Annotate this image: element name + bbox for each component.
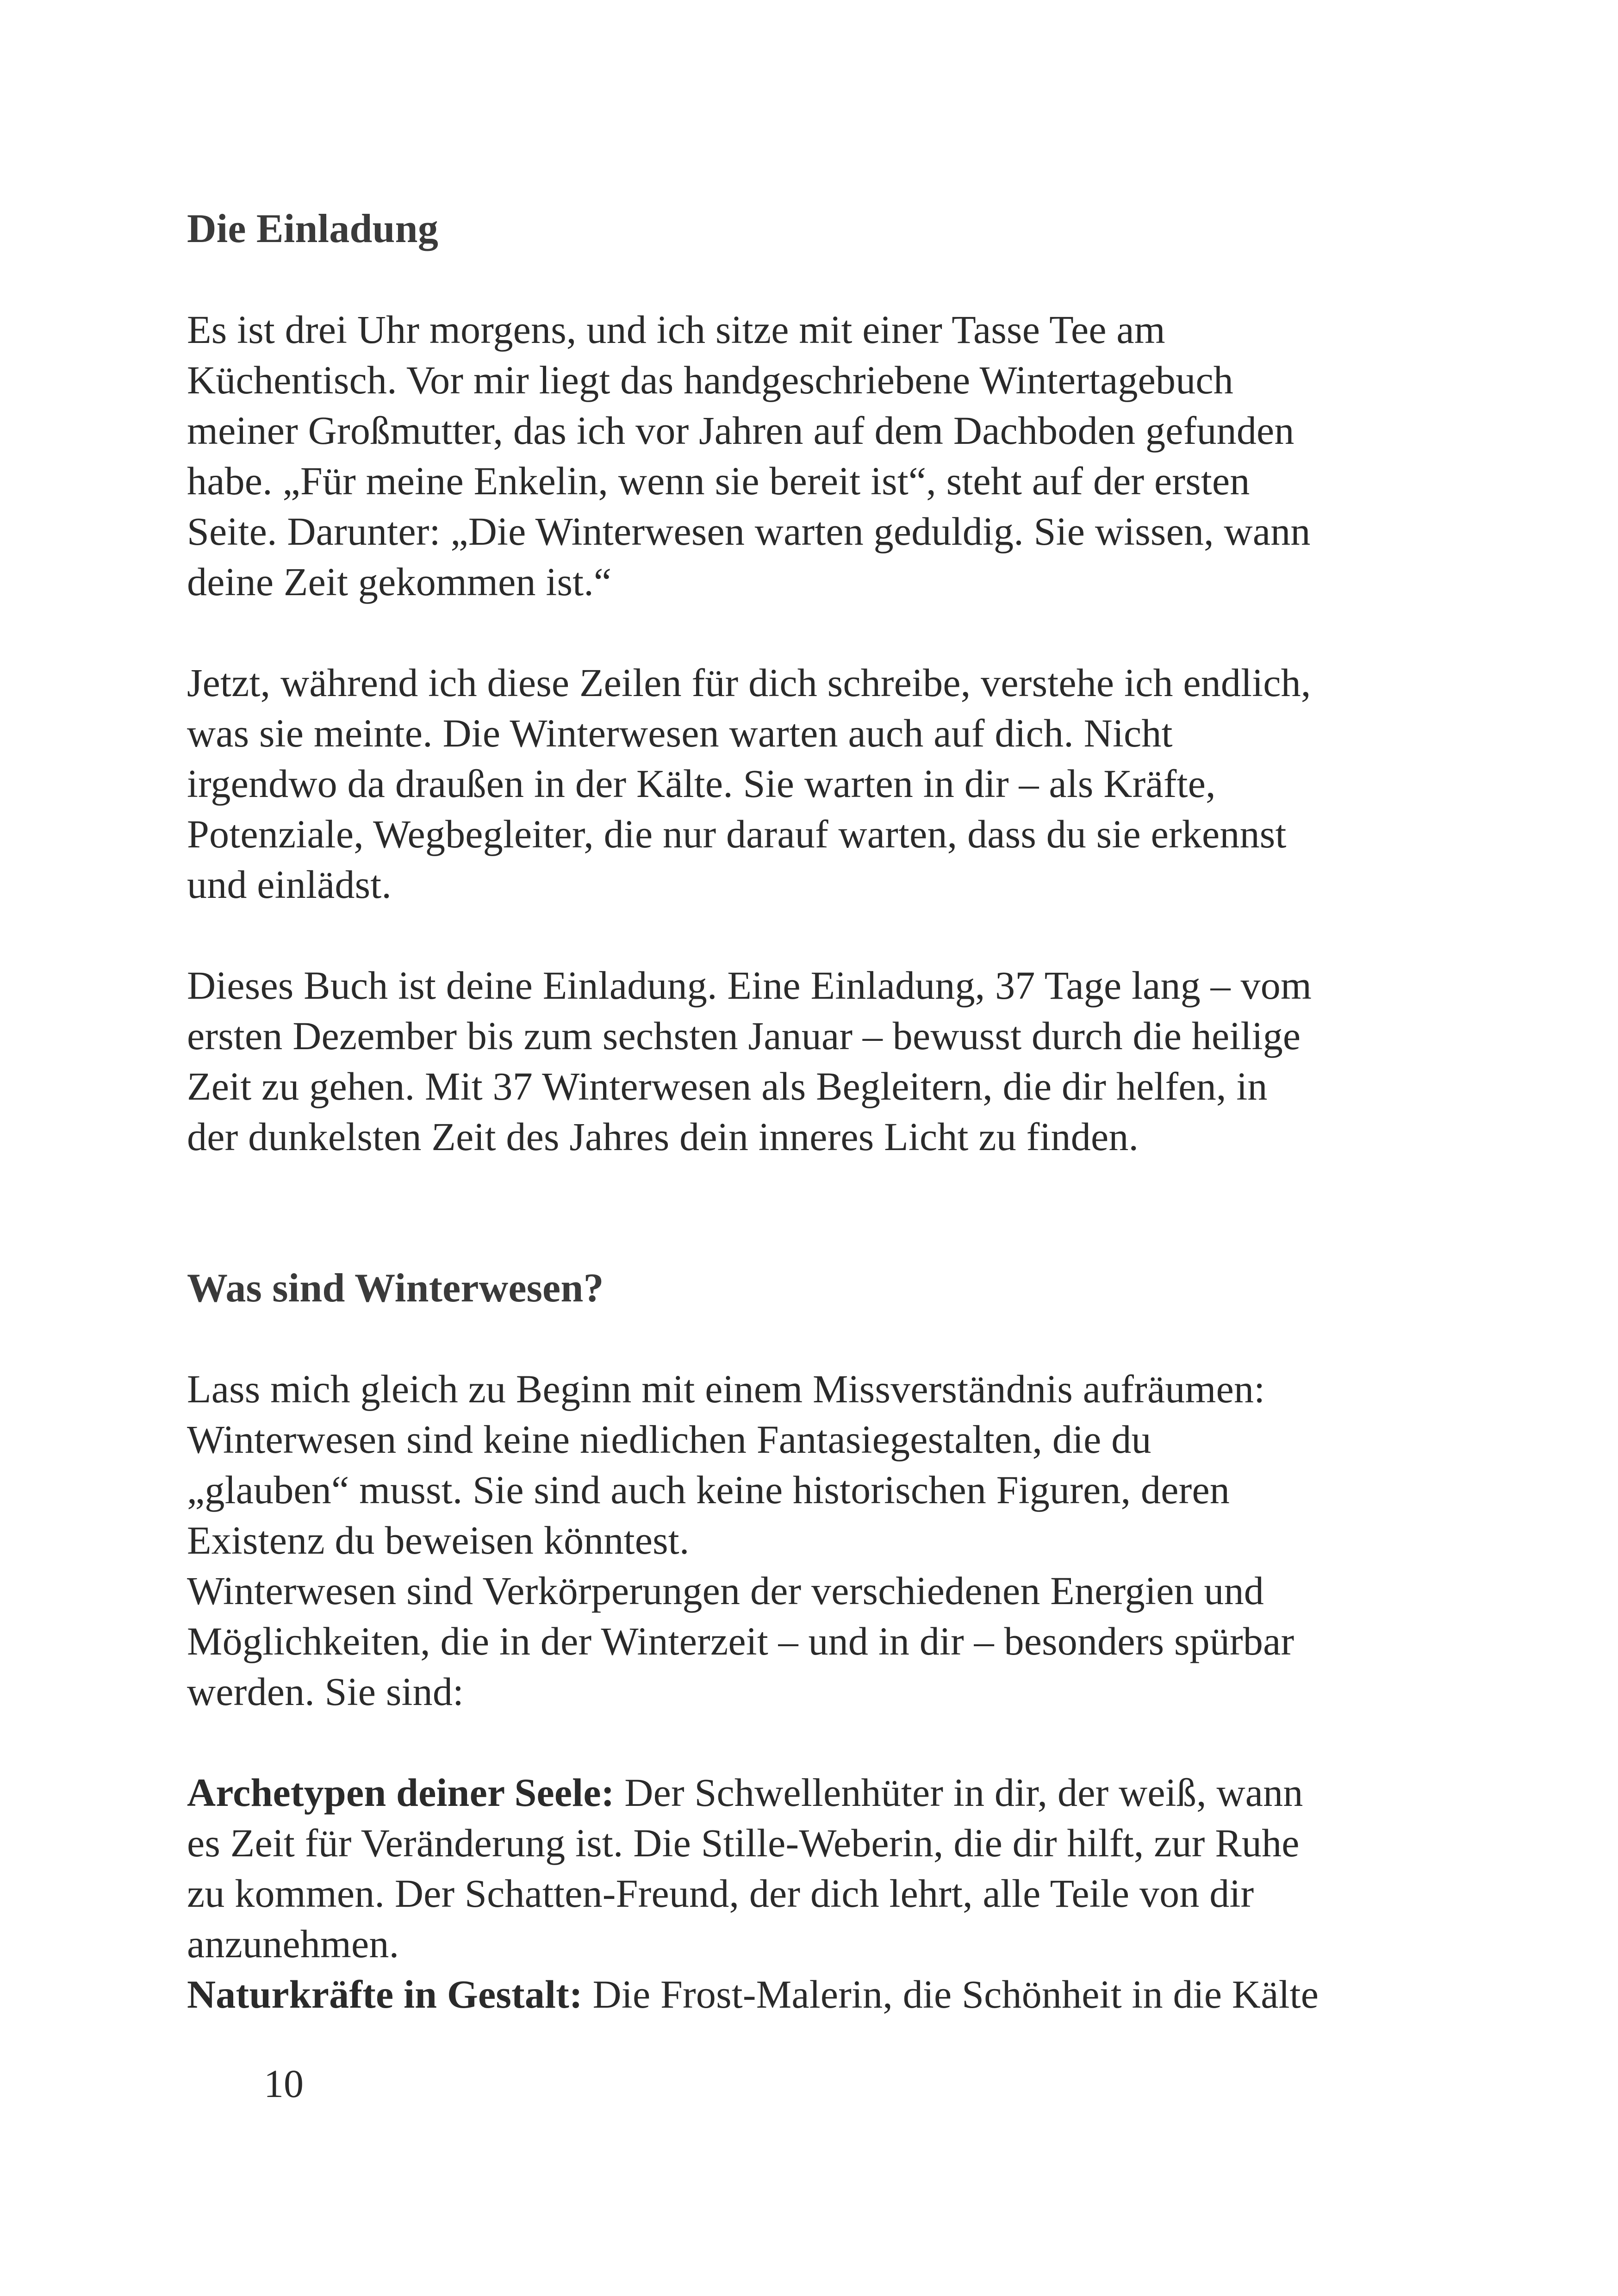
definition-text: Der Schwellenhüter in dir, der weiß, wann es Zeit für Veränderung ist. Die Stille-Weberin, die dir hilft, zur Ruhe zu kommen. Der Schatten-Freund, der dich lehrt, alle Teile von dir anzunehmen. — [187, 1770, 1303, 1966]
definition-term: Archetypen deiner Seele: — [187, 1770, 615, 1815]
paragraph: Dieses Buch ist deine Einladung. Eine Einladung, 37 Tage lang – vom ersten Dezember bis zum sechsten Januar – bewusst durch die heilige Zeit zu gehen. Mit 37 Winterwesen als Begleitern, die dir helfen, in der dunkelsten Zeit des Jahres dein inneres Licht zu finden. — [187, 963, 1312, 1159]
page-number: 10 — [264, 2061, 304, 2106]
definition-item — [187, 1767, 1390, 1969]
paragraph: Es ist drei Uhr morgens, und ich sitze mit einer Tasse Tee am Küchentisch. Vor mir liegt das handgeschriebene Wintertagebuch meiner Großmutter, das ich vor Jahren auf dem Dachboden gefunden habe. „Für meine Enkelin, wenn sie bereit ist“, steht auf der ersten Seite. Darunter: „Die Winterwesen warten geduldig. Sie wissen, wann deine Zeit gekommen ist.“ — [187, 307, 1311, 604]
page-body — [187, 204, 1390, 2020]
definition-text: Die Frost-Malerin, die Schönheit in die Kälte — [582, 1972, 1319, 2016]
paragraph: Jetzt, während ich diese Zeilen für dich schreibe, verstehe ich endlich, was sie meinte. Die Winterwesen warten auch auf dich. Nicht irgendwo da draußen in der Kälte. Sie warten in dir – als Kräfte, Potenziale, Wegbegleiter, die nur darauf warten, dass du sie erkennst und einlädst. — [187, 660, 1311, 907]
definition-term: Naturkräfte in Gestalt: — [187, 1972, 583, 2016]
definition-item — [187, 1969, 1390, 2020]
paragraph: Lass mich gleich zu Beginn mit einem Missverständnis aufräumen: Winterwesen sind keine niedlichen Fantasiegestalten, die du „glauben“ musst. Sie sind auch keine historischen Figuren, deren Existenz du beweisen könntest. Winterwesen sind Verkörperungen der verschiedenen Energien und Möglichkeiten, die in der Winterzeit – und in dir – besonders spürbar werden. Sie sind: — [187, 1367, 1294, 1714]
section-heading-einladung: Die Einladung — [187, 206, 439, 251]
definition-list — [187, 1767, 1390, 2020]
section-heading-winterwesen: Was sind Winterwesen? — [187, 1266, 604, 1311]
